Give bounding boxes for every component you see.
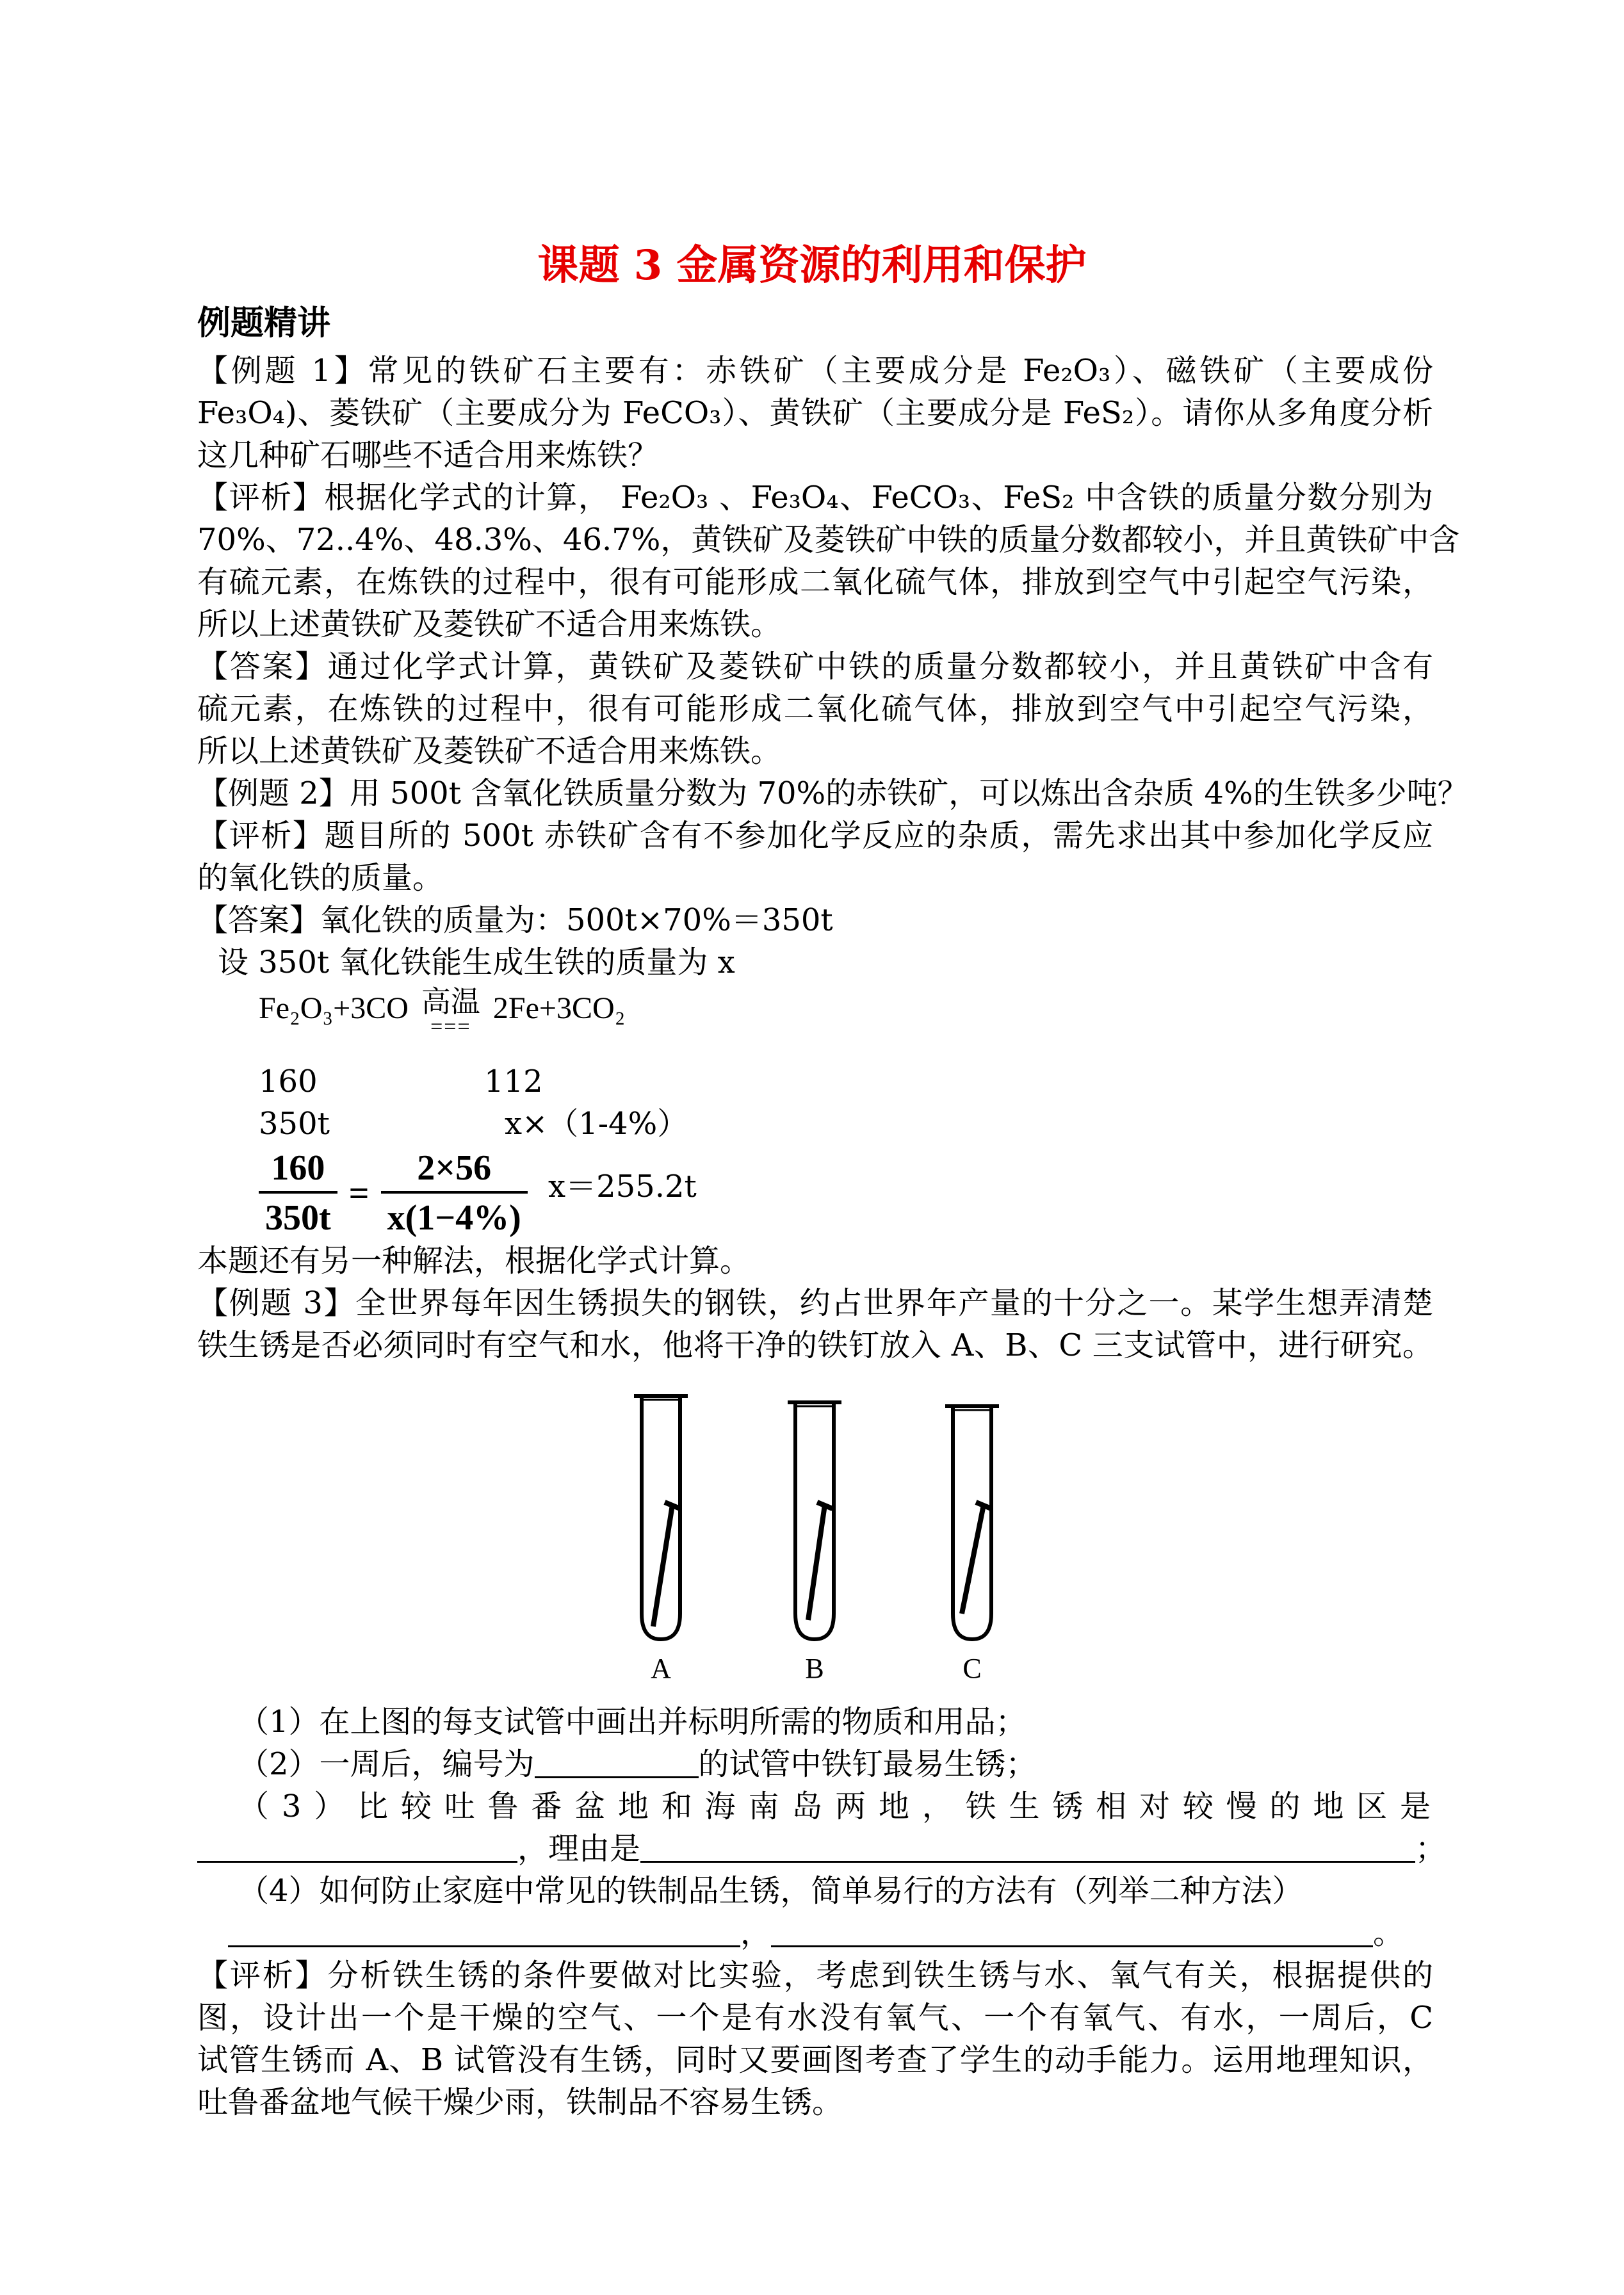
ex1-answer-line-2: 硫元素，在炼铁的过程中，很有可能形成二氧化硫气体，排放到空气中引起空气污染， (197, 691, 1433, 727)
equation-products: 2Fe+3CO₂ (492, 991, 626, 1025)
ex1-analysis-line-3: 有硫元素，在炼铁的过程中，很有可能形成二氧化硫气体，排放到空气中引起空气污染， (197, 564, 1433, 600)
answer-blank-q3-reason[interactable] (640, 1829, 1415, 1863)
ex2-analysis-line-1: 【评析】题目所的 500t 赤铁矿含有不参加化学反应的杂质，需先求出其中参加化学反应 (197, 818, 1433, 854)
ex3-analysis-line-1: 【评析】分析铁生锈的条件要做对比实验，考虑到铁生锈与水、氧气有关，根据提供的 (197, 1958, 1433, 1993)
fraction-right-denominator: x(1−4%) (381, 1191, 528, 1242)
ex3-q3-end: ； (1415, 1831, 1447, 1867)
mass-right: x×（1-4%） (505, 1106, 688, 1142)
answer-blank-q4-method-2[interactable] (771, 1913, 1373, 1947)
ex1-answer-line-1: 【答案】通过化学式计算，黄铁矿及菱铁矿中铁的质量分数都较小，并且黄铁矿中含有 (197, 649, 1433, 685)
ex3-q1: （1）在上图的每支试管中画出并标明所需的物质和用品； (238, 1704, 1027, 1740)
ex3-q3-reason-label: ，理由是 (517, 1831, 641, 1867)
condition-equals: === (430, 1015, 471, 1039)
iron-nail-b (808, 1502, 832, 1620)
equation-reactants: Fe₂O₃+3CO (259, 991, 409, 1025)
ex2-set-line: 设 350t 氧化铁能生成生铁的质量为 x (218, 945, 735, 980)
molar-mass-left: 160 (259, 1064, 318, 1099)
ex3-q2-prefix: （2）一周后，编号为 (238, 1746, 535, 1782)
fraction-left-numerator: 160 (271, 1148, 325, 1188)
ex3-q3-line-2 (197, 1828, 1446, 1870)
answer-blank-q3-region[interactable] (197, 1829, 517, 1863)
proportion-equation (259, 1145, 528, 1242)
tube-label-b: B (805, 1653, 824, 1684)
ex3-question-line-2: 铁生锈是否必须同时有空气和水，他将干净的铁钉放入 A、B、C 三支试管中，进行研究。 (197, 1327, 1433, 1363)
ex3-q4-answers (228, 1912, 1404, 1954)
fraction-right (381, 1145, 528, 1242)
fraction-left-denominator: 350t (259, 1191, 337, 1242)
fraction-left (259, 1145, 337, 1242)
ex3-analysis-line-2: 图，设计出一个是干燥的空气、一个是有水没有氧气、一个有氧气、有水，一周后，C (197, 2000, 1433, 2036)
page-title: 课题 3 金属资源的利用和保护 (537, 241, 1087, 289)
ex3-q4-end: 。 (1373, 1915, 1404, 1951)
fraction-right-numerator: 2×56 (417, 1148, 492, 1188)
tube-label-a: A (651, 1653, 671, 1684)
reaction-condition (421, 985, 480, 1039)
test-tube-a (634, 1396, 688, 1639)
test-tubes-figure (628, 1383, 1025, 1691)
chemical-equation (259, 985, 626, 1039)
ex3-q4-separator: ， (740, 1915, 772, 1951)
ex1-analysis-line-4: 所以上述黄铁矿及菱铁矿不适合用来炼铁。 (197, 606, 782, 642)
ex3-analysis-line-3: 试管生锈而 A、B 试管没有生锈，同时又要画图考查了学生的动手能力。运用地理知识， (197, 2042, 1433, 2078)
answer-blank-q4-method-1[interactable] (228, 1913, 740, 1947)
ex1-analysis-line-2: 70%、72..4%、48.3%、46.7%，黄铁矿及菱铁矿中铁的质量分数都较小，并且黄铁矿中含 (197, 522, 1460, 558)
iron-nail-a (653, 1502, 680, 1626)
iron-nail-c (962, 1502, 991, 1614)
ex1-question-line-1: 【例题 1】常见的铁矿石主要有：赤铁矿（主要成分是 Fe₂O₃）、磁铁矿（主要成份 (197, 353, 1433, 389)
equals-sign: = (348, 1174, 369, 1213)
ex2-analysis-line-2: 的氧化铁的质量。 (197, 860, 444, 896)
ex1-question-line-2: Fe₃O₄)、菱铁矿（主要成分为 FeCO₃）、黄铁矿（主要成分是 FeS₂）。请你从多角度分析 (197, 395, 1433, 431)
answer-blank-q2[interactable] (535, 1744, 699, 1778)
ex2-other-method: 本题还有另一种解法，根据化学式计算。 (197, 1243, 751, 1279)
ex3-q3-line-1: （3）比较吐鲁番盆地和海南岛两地，铁生锈相对较慢的地区是 (238, 1788, 1433, 1824)
tube-label-c: C (962, 1653, 982, 1684)
ex3-q2-suffix: 的试管中铁钉最易生锈； (698, 1746, 1037, 1782)
ex1-answer-line-3: 所以上述黄铁矿及菱铁矿不适合用来炼铁。 (197, 733, 782, 769)
molar-mass-right: 112 (484, 1064, 543, 1099)
mass-left: 350t (259, 1106, 330, 1142)
test-tube-b (788, 1402, 841, 1639)
test-tube-c (945, 1406, 999, 1639)
ex3-q4: （4）如何防止家庭中常见的铁制品生锈，简单易行的方法有（列举二种方法） (238, 1873, 1303, 1909)
ex2-question: 【例题 2】用 500t 含氧化铁质量分数为 70%的赤铁矿，可以炼出含杂质 4%的生铁多少吨？ (197, 775, 1468, 811)
ex3-q2 (238, 1743, 1037, 1785)
ex3-question-line-1: 【例题 3】全世界每年因生锈损失的钢铁，约占世界年产量的十分之一。某学生想弄清楚 (197, 1285, 1433, 1321)
ex1-question-line-3: 这几种矿石哪些不适合用来炼铁？ (197, 437, 659, 473)
ex2-answer-line: 【答案】氧化铁的质量为：500t×70%＝350t (197, 902, 833, 938)
condition-label: 高温 (421, 985, 480, 1018)
section-heading: 例题精讲 (197, 304, 331, 343)
result-value: x＝255.2t (548, 1169, 697, 1204)
ex3-analysis-line-4: 吐鲁番盆地气候干燥少雨，铁制品不容易生锈。 (197, 2084, 843, 2120)
ex1-analysis-line-1: 【评析】根据化学式的计算， Fe₂O₃ 、Fe₃O₄、FeCO₃、FeS₂ 中含铁的质量分数分别为 (197, 480, 1433, 515)
